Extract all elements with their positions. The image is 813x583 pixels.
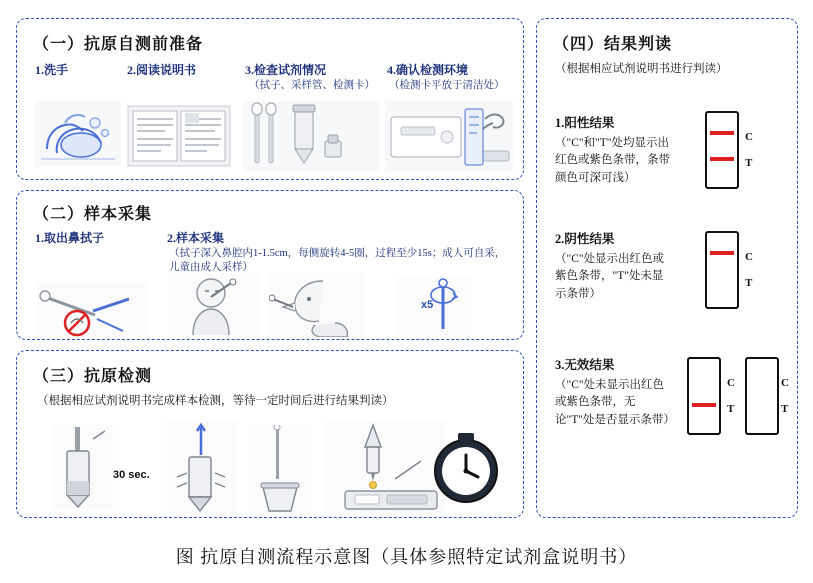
swab-rotation-icon (397, 277, 471, 335)
band-c-positive (710, 131, 734, 135)
timer-30sec-label: 30 sec. (113, 469, 150, 481)
invalid1-label-c: C (727, 377, 735, 389)
panel-antigen-test-note: （根据相应试剂说明书完成样本检测，等待一定时间后进行结果判读） (37, 395, 394, 407)
invalid2-label-c: C (781, 377, 789, 389)
sample-step-2-label: 2.样本采集 (167, 231, 225, 245)
sample-step-1-label: 1.取出鼻拭子 (35, 231, 105, 245)
prep-step-3-label: 3.检查试剂情况 (245, 63, 327, 77)
band-t-invalid (692, 403, 716, 407)
prep-step-4-label: 4.确认检测环境 (387, 63, 469, 77)
positive-label-c: C (745, 131, 753, 143)
result-positive-cassette (705, 111, 739, 189)
test-card-icon (385, 101, 513, 171)
result-positive-head: 1.阳性结果 (555, 116, 615, 130)
rotation-count-badge: x5 (421, 299, 434, 311)
kit-pouch-icon (461, 107, 487, 167)
panel-result-note: （根据相应试剂说明书进行判读） (555, 63, 728, 75)
person-swab-side-icon (269, 273, 365, 337)
band-c-negative (710, 251, 734, 255)
handwash-icon (35, 101, 121, 167)
result-negative-body: （"C"处显示出红色或紫色条带，"T"处未显示条带） (555, 253, 665, 300)
positive-label-t: T (745, 157, 753, 169)
panel-preparation-title: （一）抗原自测前准备 (33, 36, 204, 53)
squeeze-tube-icon (167, 421, 237, 513)
negative-label-t: T (745, 277, 753, 289)
swab-kit-icon (243, 101, 379, 171)
nose-swab-icon (37, 283, 147, 337)
invalid1-label-t: T (727, 403, 735, 415)
negative-label-c: C (745, 251, 753, 263)
prep-step-3-note: （拭子、采样管、检测卡） (249, 80, 375, 91)
panel-sample-title: （二）样本采集 (33, 206, 153, 223)
timer-icon (427, 429, 505, 507)
result-negative-cassette (705, 231, 739, 309)
band-t-positive (710, 157, 734, 161)
result-positive-body: （"C"和"T"处均显示出红色或紫色条带，条带颜色可深可浅） (555, 137, 670, 184)
person-swab-front-icon (169, 273, 259, 337)
prep-step-4-note: （检测卡平放于清洁处） (389, 80, 505, 91)
sample-step-2-note: （拭子深入鼻腔内1-1.5cm，每侧旋转4-5圈，过程至少15s；成人可自采，儿童由成人采样） (169, 248, 506, 274)
panel-preparation (16, 18, 524, 180)
figure-caption: 图 抗原自测流程示意图（具体参照特定试剂盒说明书） (175, 547, 638, 567)
result-negative-head: 2.阴性结果 (555, 232, 615, 246)
result-invalid-body: （"C"处未显示出红色或紫色条带，无论"T"处是否显示条带） (555, 379, 675, 426)
panel-result-title: （四）结果判读 (553, 36, 673, 53)
result-invalid-cassette-2 (745, 357, 779, 435)
panel-sample-collection (16, 190, 524, 340)
panel-result-interpretation (536, 18, 798, 518)
sample-tube-icon (53, 425, 113, 509)
prep-step-1-label: 1.洗手 (35, 63, 69, 77)
invalid2-label-t: T (781, 403, 789, 415)
prep-step-2-label: 2.阅读说明书 (127, 63, 197, 77)
instruction-manual-icon (127, 105, 231, 167)
panel-antigen-test-title: （三）抗原检测 (33, 368, 153, 385)
discard-swab-icon (249, 425, 311, 513)
result-invalid-cassette-1 (687, 357, 721, 435)
result-invalid-head: 3.无效结果 (555, 358, 615, 372)
panel-antigen-test (16, 350, 524, 518)
